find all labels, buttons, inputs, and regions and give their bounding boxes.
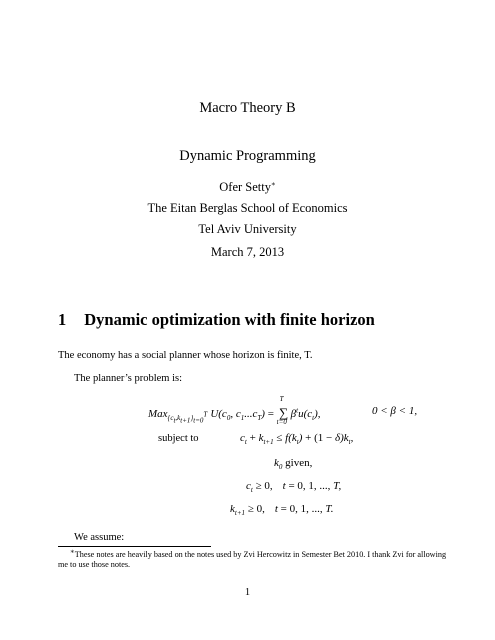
footnote-mark: ∗ [70, 547, 75, 556]
section-number: 1 [58, 310, 67, 329]
section-title: Dynamic optimization with finite horizon [84, 310, 375, 329]
consumption-nonneg: $c_t \ge 0$, t = 0, 1, ..., T, [246, 480, 342, 495]
objective-equation: Max$_{\{c_t,k_{t+1}\}_{t=0}^T}$ $U(c_0$, $c_1...c_T$) = T ∑ t=0 $\beta^tu(c_t)$, [148, 395, 321, 426]
paper-title: Macro Theory B [199, 100, 296, 116]
section-heading [58, 310, 375, 330]
subject-to-label: subject to [158, 433, 199, 444]
date: March 7, 2013 [210, 245, 285, 259]
paragraph-horizon: The economy has a social planner whose horizon is finite, T. [58, 350, 313, 361]
initial-capital: $k_0$ given, [274, 457, 313, 472]
footnote [58, 547, 448, 570]
author-name: Ofer Setty [219, 180, 271, 194]
paragraph-problem: The planner’s problem is: [74, 373, 182, 384]
paragraph-assume: We assume: [74, 532, 125, 543]
capital-nonneg: $k_{t+1} \ge 0$, t = 0, 1, ..., T. [230, 503, 334, 518]
university: Tel Aviv University [198, 222, 297, 236]
page-number: 1 [244, 587, 251, 598]
footnote-rule [58, 546, 211, 547]
beta-range: 0 < β < 1, [372, 405, 418, 417]
budget-constraint: $c_t + k_{t+1} \le f(k_t) + (1 - \delta)k_t$, [240, 432, 354, 447]
author-footnote-mark: ∗ [270, 179, 276, 188]
paper-subtitle: Dynamic Programming [179, 148, 316, 164]
affiliation: The Eitan Berglas School of Economics [147, 201, 348, 215]
author-line [0, 180, 495, 195]
footnote-text: These notes are heavily based on the notes used by Zvi Hercowitz in Semester Bet 2010. I thank Zvi for allowing me to use those notes. [58, 550, 447, 569]
